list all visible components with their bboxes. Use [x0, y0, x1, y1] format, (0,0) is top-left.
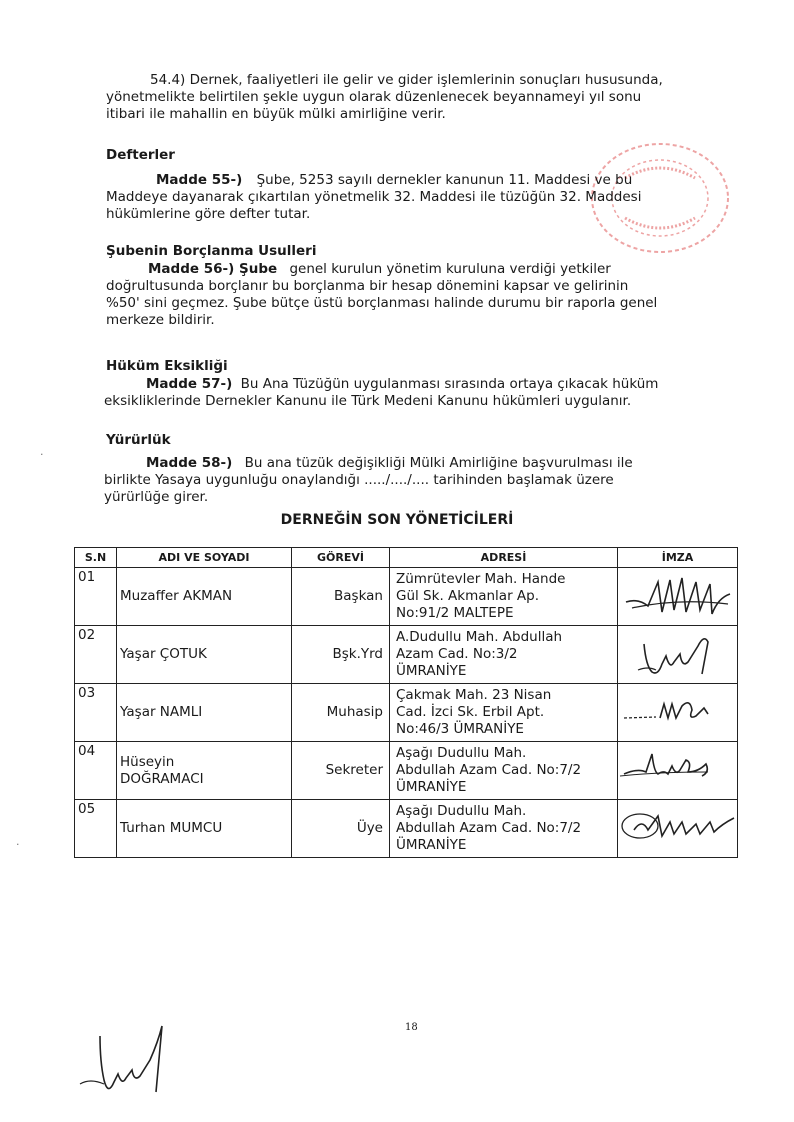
heading-borclanma: Şubenin Borçlanma Usulleri — [106, 243, 317, 259]
article-55-line1: Şube, 5253 sayılı dernekler kanunun 11. Maddesi ve bu — [256, 172, 633, 188]
row-sn: 04 — [75, 742, 117, 800]
signature-image — [618, 742, 738, 798]
officers-title: DERNEĞİN SON YÖNETİCİLERİ — [280, 512, 514, 528]
row-name: Yaşar ÇOTUK — [117, 626, 292, 684]
article-55-line2: Maddeye dayanarak çıkartılan yönetmelik 32. Maddesi ile tüzüğün 32. Maddesi — [106, 189, 642, 205]
article-55-line3: hükümlerine göre defter tutar. — [106, 206, 311, 222]
row-role: Başkan — [292, 568, 390, 626]
article-58-line1: Bu ana tüzük değişikliği Mülki Amirliğine başvurulması ile — [244, 455, 633, 471]
heading-defterler: Defterler — [106, 147, 175, 163]
page-number: 18 — [405, 1022, 418, 1033]
article-57-line2: eksikliklerinde Dernekler Kanunu ile Türk Medeni Kanunu hükümleri uygulanır. — [104, 393, 632, 409]
address-line: ÜMRANİYE — [396, 837, 467, 853]
row-role: Sekreter — [292, 742, 390, 800]
table-row — [75, 800, 738, 858]
address-line: Aşağı Dudullu Mah. — [396, 745, 527, 761]
scan-mark: · — [16, 838, 20, 851]
signature-image — [618, 626, 738, 682]
address-line: Gül Sk. Akmanlar Ap. — [396, 588, 540, 604]
article-56-line2: doğrultusunda borçlanır bu borçlanma bir hesap dönemini kapsar ve gelirinin — [106, 278, 629, 294]
article-58-line3: yürürlüğe girer. — [104, 489, 209, 505]
header-name: ADI VE SOYADI — [117, 548, 292, 568]
signature-cell — [618, 800, 738, 858]
name-line: Hüseyin — [120, 753, 175, 770]
address-line: ÜMRANİYE — [396, 663, 467, 679]
row-sn: 05 — [75, 800, 117, 858]
row-role: Muhasip — [292, 684, 390, 742]
article-55 — [156, 172, 632, 190]
address-line: Azam Cad. No:3/2 — [396, 646, 518, 662]
row-name: Yaşar NAMLI — [117, 684, 292, 742]
article-58-line2: birlikte Yasaya uygunluğu onaylandığı ...../..../.... tarihinden başlamak üzere — [104, 472, 614, 488]
row-address — [390, 800, 618, 858]
table-header-row — [75, 548, 738, 568]
signature-image — [618, 684, 738, 740]
article-57-label: Madde 57-) — [146, 376, 233, 392]
article-56-line1: genel kurulun yönetim kuruluna verdiği yetkiler — [289, 261, 611, 277]
header-role: GÖREVİ — [292, 548, 390, 568]
signature-cell — [618, 626, 738, 684]
header-signature: İMZA — [618, 548, 738, 568]
para-54-4-line2: yönetmelikte belirtilen şekle uygun olarak düzenlenecek beyannameyi yıl sonu — [106, 89, 642, 105]
row-sn: 01 — [75, 568, 117, 626]
header-address: ADRESİ — [390, 548, 618, 568]
table-row — [75, 626, 738, 684]
address-line: Cad. İzci Sk. Erbil Apt. — [396, 704, 545, 720]
signature-image — [618, 800, 738, 856]
article-56-line3: %50' sini geçmez. Şube bütçe üstü borçlanması halinde durumu bir raporla genel — [106, 295, 658, 311]
address-line: Abdullah Azam Cad. No:7/2 — [396, 820, 582, 836]
article-55-label: Madde 55-) — [156, 172, 243, 188]
scan-mark: · — [40, 448, 44, 461]
row-address — [390, 742, 618, 800]
address-line: ÜMRANİYE — [396, 779, 467, 795]
para-54-4-line1: 54.4) Dernek, faaliyetleri ile gelir ve gider işlemlerinin sonuçları hususunda, — [150, 72, 663, 88]
footer-signature — [70, 1022, 180, 1106]
address-line: Zümrütevler Mah. Hande — [396, 571, 566, 587]
article-57-line1: Bu Ana Tüzüğün uygulanması sırasında ortaya çıkacak hüküm — [240, 376, 659, 392]
table-row — [75, 684, 738, 742]
row-address — [390, 568, 618, 626]
address-line: No:91/2 MALTEPE — [396, 605, 514, 621]
heading-yururluk: Yürürlük — [106, 432, 171, 448]
signature-cell — [618, 684, 738, 742]
para-54-4-line3: itibari ile mahallin en büyük mülki amirliğine verir. — [106, 106, 446, 122]
header-sn: S.N — [75, 548, 117, 568]
row-address — [390, 684, 618, 742]
address-line: Abdullah Azam Cad. No:7/2 — [396, 762, 582, 778]
address-line: Çakmak Mah. 23 Nisan — [396, 687, 552, 703]
row-name: Muzaffer AKMAN — [117, 568, 292, 626]
row-name — [117, 742, 292, 800]
row-sn: 03 — [75, 684, 117, 742]
signature-cell — [618, 742, 738, 800]
row-role: Üye — [292, 800, 390, 858]
address-line: Aşağı Dudullu Mah. — [396, 803, 527, 819]
row-sn: 02 — [75, 626, 117, 684]
signature-image — [618, 568, 738, 624]
article-56 — [148, 261, 611, 279]
article-58 — [146, 455, 633, 473]
article-56-line4: merkeze bildirir. — [106, 312, 215, 328]
row-name: Turhan MUMCU — [117, 800, 292, 858]
table-row — [75, 568, 738, 626]
address-line: No:46/3 ÜMRANİYE — [396, 721, 524, 737]
heading-eksiklik: Hüküm Eksikliği — [106, 358, 228, 374]
table-row — [75, 742, 738, 800]
row-role: Bşk.Yrd — [292, 626, 390, 684]
officers-table — [74, 547, 738, 858]
signature-cell — [618, 568, 738, 626]
name-line: DOĞRAMACI — [120, 770, 204, 787]
article-58-label: Madde 58-) — [146, 455, 233, 471]
address-line: A.Dudullu Mah. Abdullah — [396, 629, 563, 645]
article-56-label: Madde 56-) Şube — [148, 261, 278, 277]
row-address — [390, 626, 618, 684]
article-57 — [146, 376, 658, 394]
